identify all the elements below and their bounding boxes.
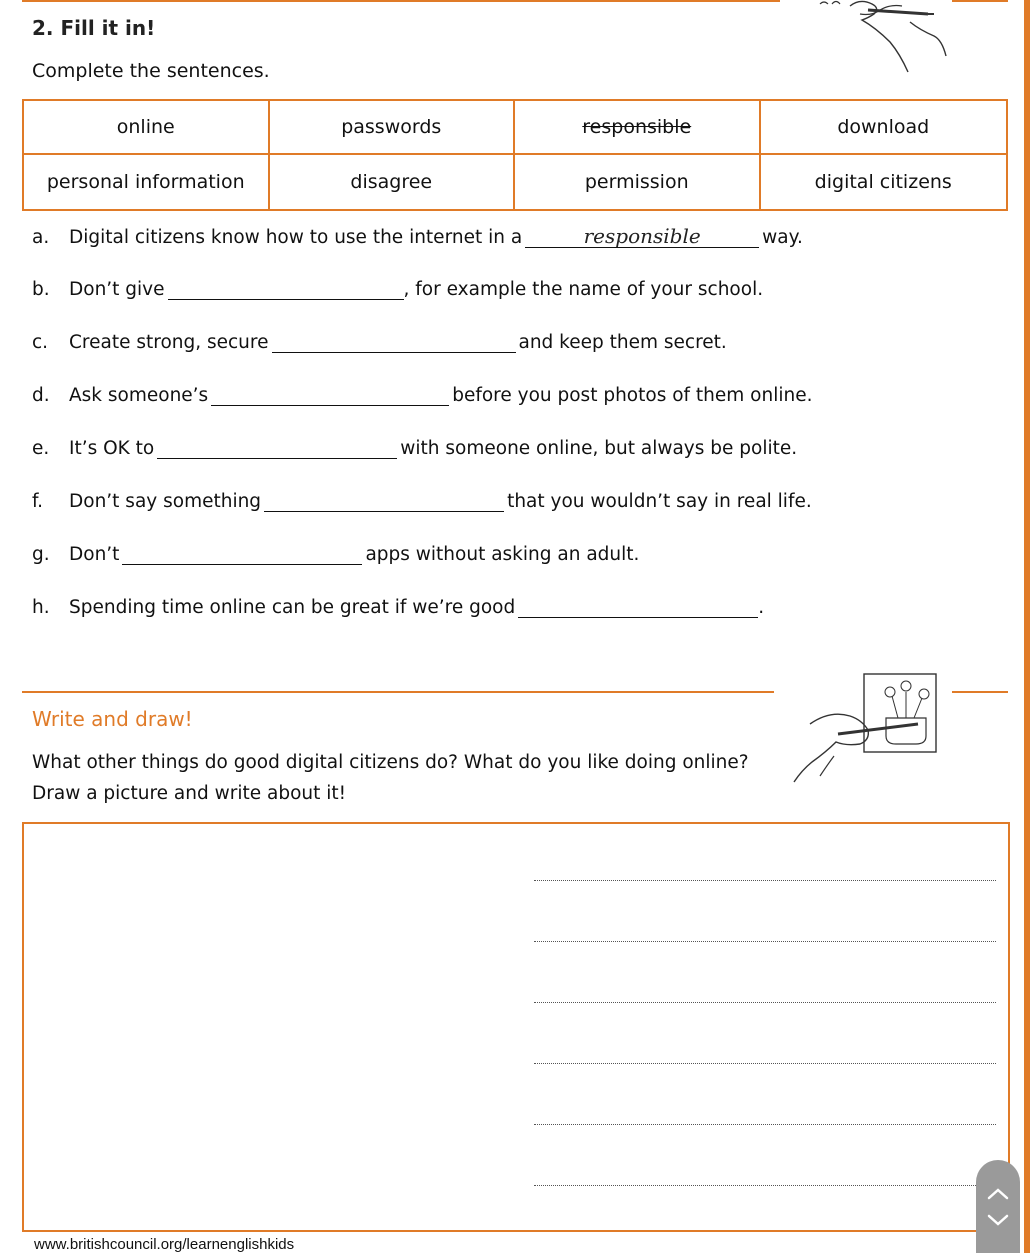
answer-blank-g[interactable]	[122, 541, 362, 565]
sentence-text-after: apps without asking an adult.	[365, 544, 640, 565]
writing-line[interactable]	[534, 1002, 996, 1003]
sentence-a	[32, 224, 803, 248]
write-draw-question: What other things do good digital citizens do? What do you like doing online?	[32, 752, 749, 773]
sentence-label: e.	[32, 438, 50, 459]
sentence-c	[32, 329, 727, 353]
sentence-b	[32, 276, 763, 300]
writing-hand-icon	[790, 0, 950, 75]
writing-line[interactable]	[534, 1124, 996, 1125]
word-bank-cell-used: responsible	[515, 101, 761, 155]
word-bank-cell: permission	[515, 155, 761, 209]
section-rule-left	[22, 691, 774, 693]
answer-blank-d[interactable]	[211, 382, 449, 406]
sentence-text-before: It’s OK to	[69, 438, 155, 459]
sentence-text-before: Don’t say something	[69, 491, 262, 512]
section-title: 2. Fill it in!	[32, 16, 156, 40]
write-draw-title: Write and draw!	[32, 707, 193, 731]
drawing-hand-picture-icon	[790, 668, 950, 786]
write-draw-prompt: Draw a picture and write about it!	[32, 783, 347, 804]
sentence-text-after: .	[758, 597, 765, 618]
word-bank-cell: download	[761, 101, 1007, 155]
answer-blank-b[interactable]	[168, 276, 404, 300]
answer-blank-h[interactable]	[518, 594, 758, 618]
sentence-f	[32, 488, 812, 512]
word-bank-cell: disagree	[270, 155, 516, 209]
chevron-up-icon[interactable]	[987, 1188, 1009, 1200]
sentence-text-after: , for example the name of your school.	[403, 279, 764, 300]
word-bank-table	[22, 99, 1008, 211]
sentence-d	[32, 382, 813, 406]
word-bank-cell: digital citizens	[814, 171, 952, 193]
sentence-label: c.	[32, 332, 49, 353]
chevron-down-icon[interactable]	[987, 1214, 1009, 1226]
sentence-label: g.	[32, 544, 50, 565]
sentence-text-after: and keep them secret.	[518, 332, 727, 353]
answer-blank-a[interactable]: responsible	[525, 224, 759, 248]
answer-blank-c[interactable]	[272, 329, 516, 353]
sentence-text-before: Don’t	[69, 544, 120, 565]
sentence-label: f.	[32, 491, 44, 512]
section-rule-right	[952, 691, 1008, 693]
answer-blank-e[interactable]	[157, 435, 397, 459]
word-bank-cell: passwords	[270, 101, 516, 155]
sentence-text-after: that you wouldn’t say in real life.	[507, 491, 812, 512]
word-bank-cell: online	[24, 101, 270, 155]
sentence-text-after: before you post photos of them online.	[452, 385, 813, 406]
sentence-h	[32, 594, 764, 618]
sentence-text-before: Don’t give	[69, 279, 165, 300]
top-rule-right	[952, 0, 1008, 2]
writing-line[interactable]	[534, 1185, 996, 1186]
sentence-text-before: Spending time online can be great if we’re good	[69, 597, 516, 618]
footer-url: www.britishcouncil.org/learnenglishkids	[34, 1236, 295, 1253]
top-rule-left	[22, 0, 780, 2]
instruction-text: Complete the sentences.	[32, 60, 270, 82]
sentence-label: a.	[32, 227, 50, 248]
sentence-text-after: way.	[762, 227, 803, 248]
scroll-control[interactable]	[976, 1160, 1020, 1253]
sentence-e	[32, 435, 797, 459]
answer-blank-f[interactable]	[264, 488, 504, 512]
sentence-text-after: with someone online, but always be polite.	[400, 438, 798, 459]
page-right-border	[1024, 0, 1030, 1253]
draw-and-write-area[interactable]	[22, 822, 1010, 1232]
sentence-text-before: Ask someone’s	[69, 385, 209, 406]
sentence-label: h.	[32, 597, 50, 618]
sentence-text-before: Digital citizens know how to use the internet in a	[69, 227, 523, 248]
writing-line[interactable]	[534, 880, 996, 881]
sentence-label: d.	[32, 385, 50, 406]
writing-line[interactable]	[534, 941, 996, 942]
writing-line[interactable]	[534, 1063, 996, 1064]
sentence-label: b.	[32, 279, 50, 300]
sentence-g	[32, 541, 639, 565]
word-bank-cell: personal information	[24, 155, 270, 209]
sentence-text-before: Create strong, secure	[69, 332, 269, 353]
